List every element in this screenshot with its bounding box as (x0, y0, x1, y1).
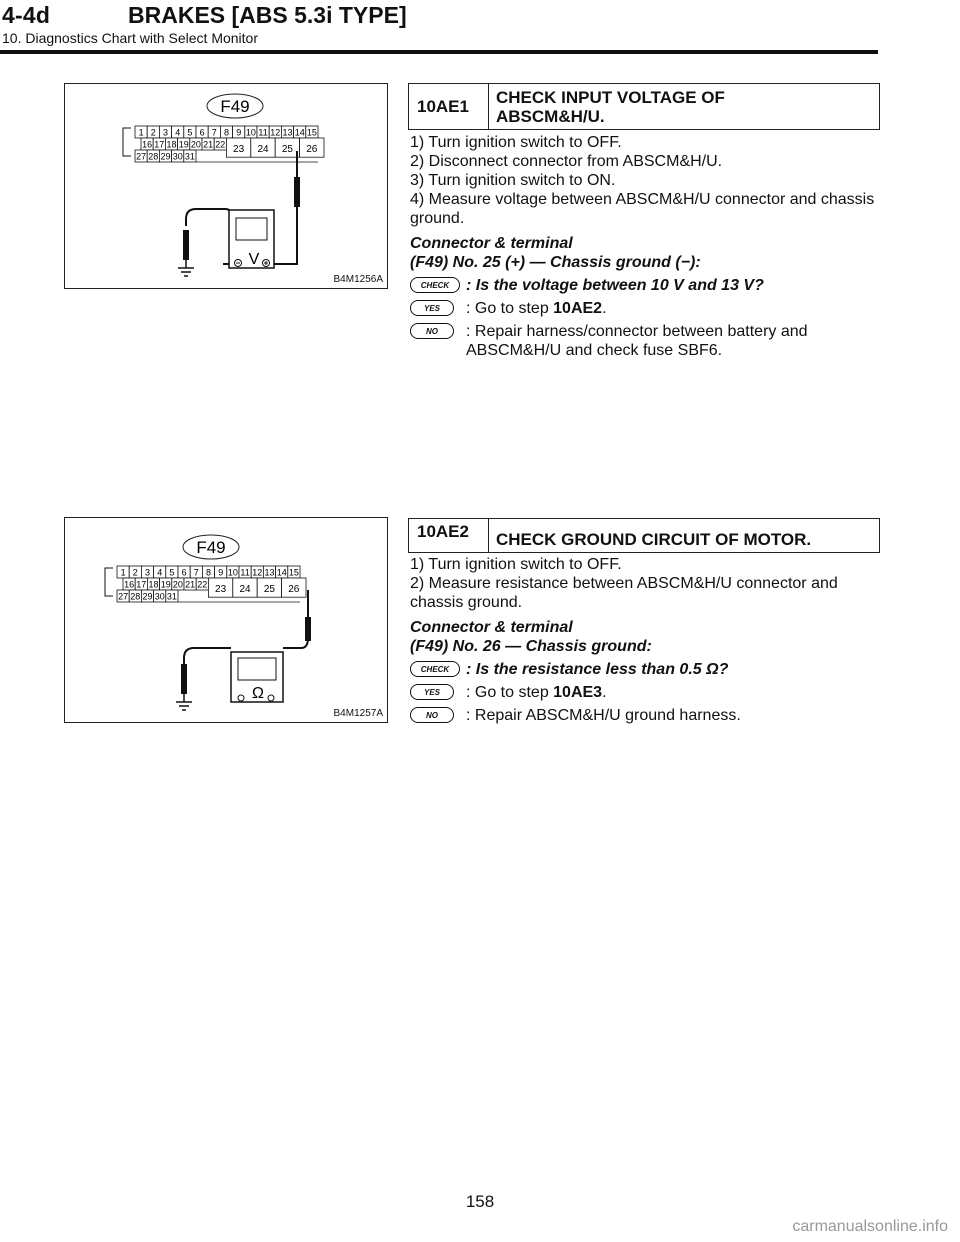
pin-label: 11 (240, 567, 250, 578)
step-title: CHECK INPUT VOLTAGE OF ABSCM&H/U. (496, 88, 725, 126)
pin-label: 29 (160, 151, 171, 162)
step-header-2 (408, 518, 880, 553)
pin-label: 20 (172, 579, 183, 590)
pin-label: 6 (181, 567, 187, 578)
yes-badge: YES (410, 300, 454, 316)
pin-label: 26 (306, 144, 318, 155)
header-rule (0, 50, 878, 54)
pin-label: 13 (264, 567, 275, 578)
pin-label: 12 (252, 567, 263, 578)
pin-label: 10 (245, 127, 256, 138)
connector-face (105, 566, 306, 602)
terminal-heading: Connector & terminal (410, 235, 573, 252)
pin-label: 30 (154, 591, 165, 602)
instruction: 1) Turn ignition switch to OFF. (410, 134, 622, 151)
pin-label: 23 (233, 144, 245, 155)
pin-label: 3 (162, 127, 169, 138)
yes-badge: YES (410, 684, 454, 700)
multimeter (229, 210, 274, 268)
pin-label: 18 (166, 139, 177, 150)
pin-label: 4 (175, 127, 181, 138)
probe-minus (183, 230, 189, 260)
step-header-1 (408, 83, 880, 130)
pin-label: 12 (270, 127, 281, 138)
pin-label: 15 (288, 567, 299, 578)
terminal-spec: (F49) No. 25 (+) — Chassis ground (−): (410, 254, 701, 271)
instruction: 2) Measure resistance between ABSCM&H/U connector and chassis ground. (410, 575, 838, 611)
no-action: : Repair harness/connector between battery and ABSCM&H/U and check fuse SBF6. (466, 323, 808, 359)
no-badge: NO (410, 707, 454, 723)
terminal-heading: Connector & terminal (410, 619, 573, 636)
pin-label: 7 (193, 567, 199, 578)
check-question: : Is the resistance less than 0.5 Ω? (466, 661, 729, 678)
pin-label: 6 (199, 127, 205, 138)
pin-label: 28 (148, 151, 159, 162)
no-action: : Repair ABSCM&H/U ground harness. (466, 707, 741, 724)
instruction: 3) Turn ignition switch to ON. (410, 172, 616, 189)
pin-label: 14 (294, 127, 305, 138)
multimeter (231, 652, 283, 702)
terminal-spec: (F49) No. 26 — Chassis ground: (410, 638, 652, 655)
pin-label: 9 (218, 567, 224, 578)
step-number: 10AE2 (417, 522, 469, 541)
connector-label: F49 (220, 97, 250, 116)
section-code: 4-4d (2, 2, 51, 28)
pin-label: 14 (276, 567, 287, 578)
pin-label: 3 (144, 567, 151, 578)
pin-label: 27 (136, 151, 147, 162)
pin-label: 8 (205, 567, 212, 578)
pin-label: 29 (142, 591, 153, 602)
pin-label: 20 (190, 139, 201, 150)
figure-code: B4M1257A (333, 708, 383, 719)
pin-label: 5 (187, 127, 193, 138)
pin-label: 4 (157, 567, 163, 578)
pin-label: 27 (118, 591, 129, 602)
instruction: 2) Disconnect connector from ABSCM&H/U. (410, 153, 723, 170)
voltmeter-diagram (65, 84, 387, 288)
pin-label: 7 (211, 127, 217, 138)
pin-label: 10 (227, 567, 238, 578)
pin-label: 17 (154, 139, 165, 150)
watermark: carmanualsonline.info (792, 1218, 948, 1235)
pin-label: 21 (185, 579, 196, 590)
ground-icon (178, 260, 194, 276)
pin-label: 23 (215, 584, 227, 595)
pin-label: 22 (215, 139, 226, 150)
step-body-1 (410, 133, 878, 360)
instruction: 1) Turn ignition switch to OFF. (410, 556, 622, 573)
page-subtitle: 10. Diagnostics Chart with Select Monitor (2, 30, 258, 46)
pin-label: 30 (172, 151, 183, 162)
pin-label: 11 (258, 127, 268, 138)
meter-symbol: Ω (252, 685, 264, 702)
check-badge: CHECK (410, 277, 460, 293)
page-number: 158 (465, 1192, 495, 1211)
connector-face (123, 126, 324, 162)
pin-label: 18 (148, 579, 159, 590)
ground-icon (176, 694, 192, 710)
pin-label: 19 (160, 579, 171, 590)
pin-label: 26 (288, 584, 300, 595)
pin-label: 15 (306, 127, 317, 138)
pin-label: 13 (282, 127, 293, 138)
pin-label: 17 (136, 579, 147, 590)
pin-label: 21 (203, 139, 214, 150)
instruction: 4) Measure voltage between ABSCM&H/U connector and chassis ground. (410, 191, 875, 227)
pin-label: 5 (169, 567, 175, 578)
check-question: : Is the voltage between 10 V and 13 V? (466, 277, 764, 294)
connector-label: F49 (196, 538, 226, 557)
pin-label: 24 (239, 584, 251, 595)
no-badge: NO (410, 323, 454, 339)
connector-figure-2 (64, 517, 388, 723)
pin-label: 25 (281, 144, 293, 155)
pin-label: 16 (124, 579, 135, 590)
page-title: BRAKES [ABS 5.3i TYPE] (128, 2, 407, 28)
connector-figure-1 (64, 83, 388, 289)
pin-label: 28 (130, 591, 141, 602)
ohmmeter-diagram (65, 518, 387, 722)
step-body-2 (410, 555, 878, 725)
next-step-link: 10AE3 (553, 684, 603, 701)
pin-label: 8 (223, 127, 230, 138)
pin-label: 2 (150, 127, 156, 138)
pin-label: 2 (132, 567, 138, 578)
pin-label: 31 (184, 151, 195, 162)
yes-action: : Go to step 10AE2. (466, 300, 607, 317)
step-number: 10AE1 (417, 97, 469, 116)
pin-label: 24 (257, 144, 269, 155)
pin-label: 31 (166, 591, 177, 602)
pin-label: 25 (263, 584, 275, 595)
meter-symbol: V (248, 251, 260, 268)
pin-label: 1 (138, 127, 144, 138)
pin-label: 9 (236, 127, 242, 138)
probe-plus (294, 177, 300, 207)
pin-label: 1 (120, 567, 126, 578)
figure-code: B4M1256A (333, 274, 383, 285)
pin-label: 19 (178, 139, 189, 150)
probe-minus (181, 664, 187, 694)
pin-label: 16 (142, 139, 153, 150)
step-title: CHECK GROUND CIRCUIT OF MOTOR. (496, 530, 812, 549)
next-step-link: 10AE2 (553, 300, 603, 317)
probe-plus (305, 617, 311, 641)
pin-label: 22 (197, 579, 208, 590)
check-badge: CHECK (410, 661, 460, 677)
yes-action: : Go to step 10AE3. (466, 684, 607, 701)
